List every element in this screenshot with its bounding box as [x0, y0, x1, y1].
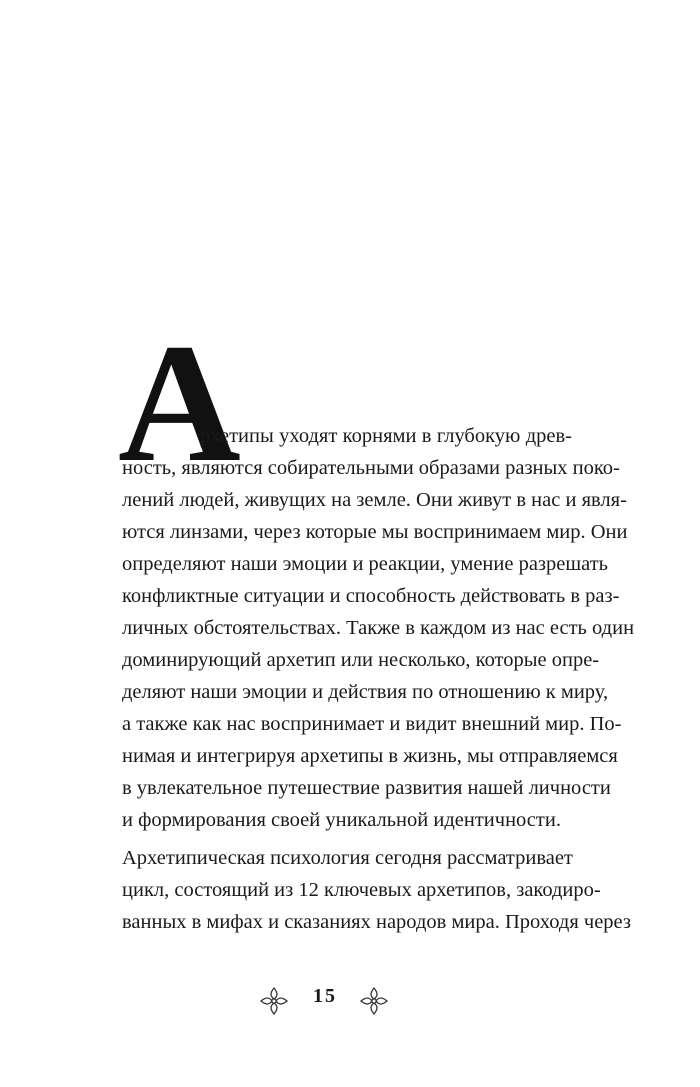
floral-ornament-icon [359, 986, 389, 1016]
floral-ornament-icon [259, 986, 289, 1016]
text-line: конфликтные ситуации и способность действовать в раз- [122, 585, 620, 607]
text-line: личных обстоятельствах. Также в каждом из нас есть один [122, 617, 635, 639]
text-line: лений людей, живущих на земле. Они живут в нас и явля- [122, 489, 627, 511]
text-line: нимая и интегрируя архетипы в жизнь, мы отправляемся [122, 745, 618, 767]
text-line: ность, являются собирательными образами разных поко- [122, 457, 620, 479]
text-line: ются линзами, через которые мы воспринимаем мир. Они [122, 521, 628, 543]
paragraph-1 [122, 420, 635, 836]
text-line: цикл, состоящий из 12 ключевых архетипов, закодиро- [122, 879, 601, 901]
text-line: определяют наши эмоции и реакции, умение разрешать [122, 553, 609, 575]
text-line: а также как нас воспринимает и видит внешний мир. По- [122, 713, 622, 735]
text-line: и формирования своей уникальной идентичности. [122, 809, 561, 831]
paragraph-2 [122, 842, 632, 938]
text-line: Архетипическая психология сегодня рассматривает [122, 847, 573, 869]
page-footer [0, 982, 700, 1022]
text-line: в увлекательное путешествие развития нашей личности [122, 777, 611, 799]
text-line: рхетипы уходят корнями в глубокую древ- [200, 425, 572, 447]
drop-cap-letter: А [118, 309, 241, 497]
text-line: деляют наши эмоции и действия по отношению к миру, [122, 681, 609, 703]
text-line: доминирующий архетип или несколько, которые опре- [122, 649, 600, 671]
page-number: 15 [313, 985, 337, 1007]
text-line: ванных в мифах и сказаниях народов мира. Проходя через [122, 911, 632, 933]
